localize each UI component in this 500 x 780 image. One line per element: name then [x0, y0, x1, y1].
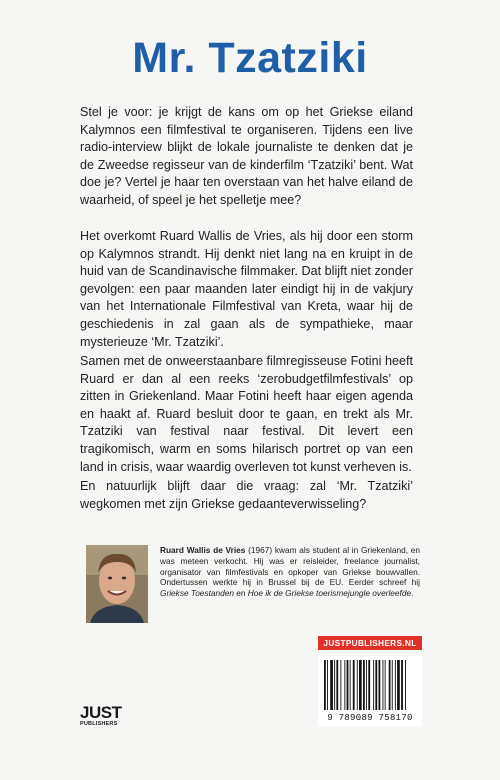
author-bio [160, 545, 420, 599]
author-name: Ruard Wallis de Vries [160, 545, 246, 555]
bio-text-2: en [233, 588, 248, 599]
bio-book-2: Hoe ik de Griekse toerismejungle overleefde [247, 588, 412, 599]
blurb-paragraph-1: Stel je voor: je krijgt de kans om op het Griekse eiland Kalymnos een filmfestival te organiseren. Tijdens een live radio-interview blijkt de lokale journaliste te denken dat je de Zweedse regisseur van de kinderfilm ‘Tzatziki’ bent. Wat doe je? Vertel je haar ten overstaan van het halve eiland de waarheid, of speel je het spelletje mee? [80, 105, 413, 207]
isbn-number: 9 789089 758170 [327, 713, 413, 723]
blurb-paragraph-4: En natuurlijk blijft daar die vraag: zal ‘Mr. Tzatziki’ wegkomen met zijn Griekse gedaanteverwisseling? [80, 479, 413, 511]
logo-line-2: PUBLISHERS [80, 721, 118, 727]
author-photo [86, 545, 148, 623]
blurb-paragraph-3: Samen met de onweerstaanbare filmregisseuse Fotini heeft Ruard er dan al een reeks ‘zerobudgetfilmfestivals’ op zitten in Griekenland. Maar Fotini heeft haar eigen agenda en haakt af. Ruard besluit door te gaan, en trekt als Mr. Tzatziki van festival naar festival. Dit levert een tragikomisch, warm en soms hilarisch portret op van een land in crisis, waar waardig overleven tot kunst verheven is. [80, 354, 413, 474]
publisher-logo [80, 705, 121, 728]
logo-line-1: JUST [80, 703, 122, 722]
bio-text-3: . [411, 588, 414, 599]
book-title: Mr. Tzatziki [132, 34, 368, 82]
publisher-url-badge: JUSTPUBLISHERS.NL [318, 636, 422, 650]
isbn-barcode [318, 656, 422, 726]
blurb-paragraph-2: Het overkomt Ruard Wallis de Vries, als hij door een storm op Kalymnos strandt. Hij denkt niet lang na en kruipt in de huid van de Scandinavische filmmaker. Dat blijft niet zonder gevolgen: een paar maanden later eindigt hij in de vakjury van het Internationale Filmfestival van Kreta, waar hij de geschiedenis in zal gaan als de sympathieke, maar mysterieuze ‘Mr. Tzatziki’. [80, 229, 413, 349]
bio-text-1: (1967) kwam als student al in Griekenland, en was meteen verkocht. Hij was er reisleider, freelance journalist, organisator van filmfestivals en opkoper van Griekse bouwvallen. Ondertussen werkte hij in Brussel bij de EU. Eerder schreef hij [160, 545, 420, 588]
barcode-icon [318, 656, 422, 712]
bio-book-1: Griekse Toestanden [160, 588, 234, 599]
